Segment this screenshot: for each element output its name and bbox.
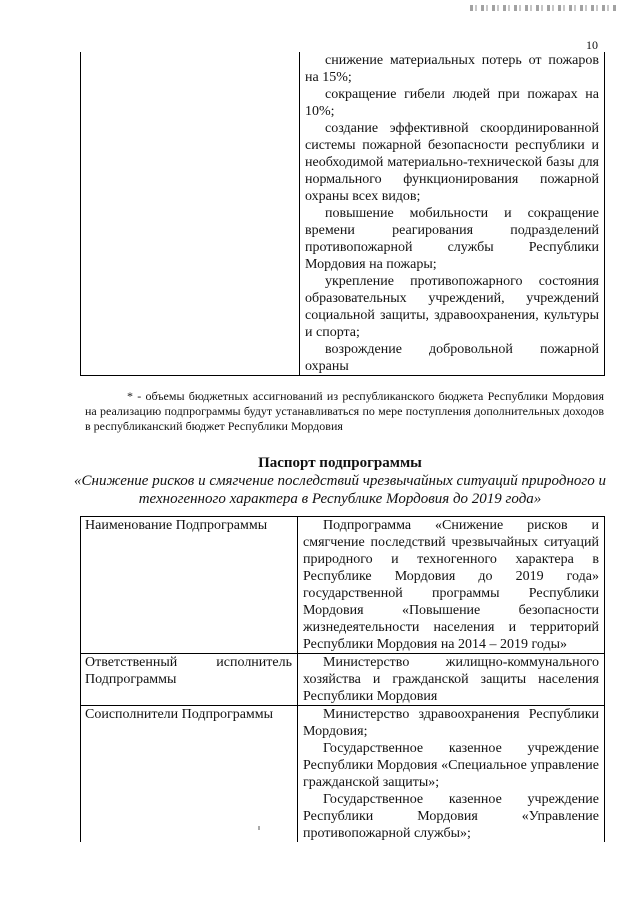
passport-table	[80, 516, 605, 842]
table-row	[81, 52, 605, 376]
table-cell-empty	[81, 52, 300, 376]
value-paragraph: Подпрограмма «Снижение рисков и смягчение последствий чрезвычайных ситуаций природного и техногенного характера в Республике Мордовия до 2019 года» государственной программы Республики Мордовия «Повышение безопасности жизнедеятельности населения и территорий Республики Мордовия на 2014 – 2019 годы»	[303, 518, 599, 652]
list-item: укрепление противопожарного состояния образовательных учреждений, учреждений социальной защиты, здравоохранения, культуры и спорта;	[305, 274, 599, 340]
table-row	[81, 706, 605, 843]
targets-table	[80, 52, 605, 376]
list-item: повышение мобильности и сокращение времени реагирования подразделений противопожарной службы Республики Мордовия на пожары;	[305, 206, 599, 272]
scan-artifact	[470, 5, 618, 11]
passport-subtitle: «Снижение рисков и смягчение последствий чрезвычайных ситуаций природного и техногенного характера в Республике Мордовия до 2019 года»	[74, 473, 606, 507]
row-value	[298, 706, 605, 843]
row-label: Соисполнители Подпрограммы	[81, 706, 298, 843]
value-paragraph: Государственное казенное учреждение Республики Мордовия «Управление противопожарной службы»;	[303, 792, 599, 841]
row-value	[298, 654, 605, 706]
value-paragraph: Государственное казенное учреждение Республики Мордовия «Специальное управление гражданской защиты»;	[303, 741, 599, 790]
list-item: снижение материальных потерь от пожаров на 15%;	[305, 53, 599, 85]
row-label: Наименование Подпрограммы	[81, 517, 298, 654]
footnote: * - объемы бюджетных ассигнований из республиканского бюджета Республики Мордовия на реализацию подпрограммы будут устанавливаться по мере поступления дополнительных доходов в республиканский бюджет Республики Мордовия	[85, 389, 604, 433]
scan-artifact	[258, 826, 260, 830]
value-paragraph: Министерство здравоохранения Республики Мордовия;	[303, 707, 599, 739]
list-item: возрождение добровольной пожарной охраны	[305, 342, 599, 374]
list-item: сокращение гибели людей при пожарах на 10%;	[305, 87, 599, 119]
table-row	[81, 654, 605, 706]
table-cell-targets	[300, 52, 605, 376]
list-item: создание эффективной скоординированной системы пожарной безопасности республики и необходимой материально-технической базы для нормального функционирования пожарной охраны всех видов;	[305, 121, 599, 204]
page-number: 10	[586, 38, 598, 52]
passport-title: Паспорт подпрограммы	[258, 455, 422, 471]
row-label: Ответственный исполнитель Подпрограммы	[81, 654, 298, 706]
value-paragraph: Министерство жилищно-коммунального хозяйства и гражданской защиты населения Республики Мордовия	[303, 655, 599, 704]
passport-heading	[60, 454, 620, 508]
table-row	[81, 517, 605, 654]
row-value	[298, 517, 605, 654]
